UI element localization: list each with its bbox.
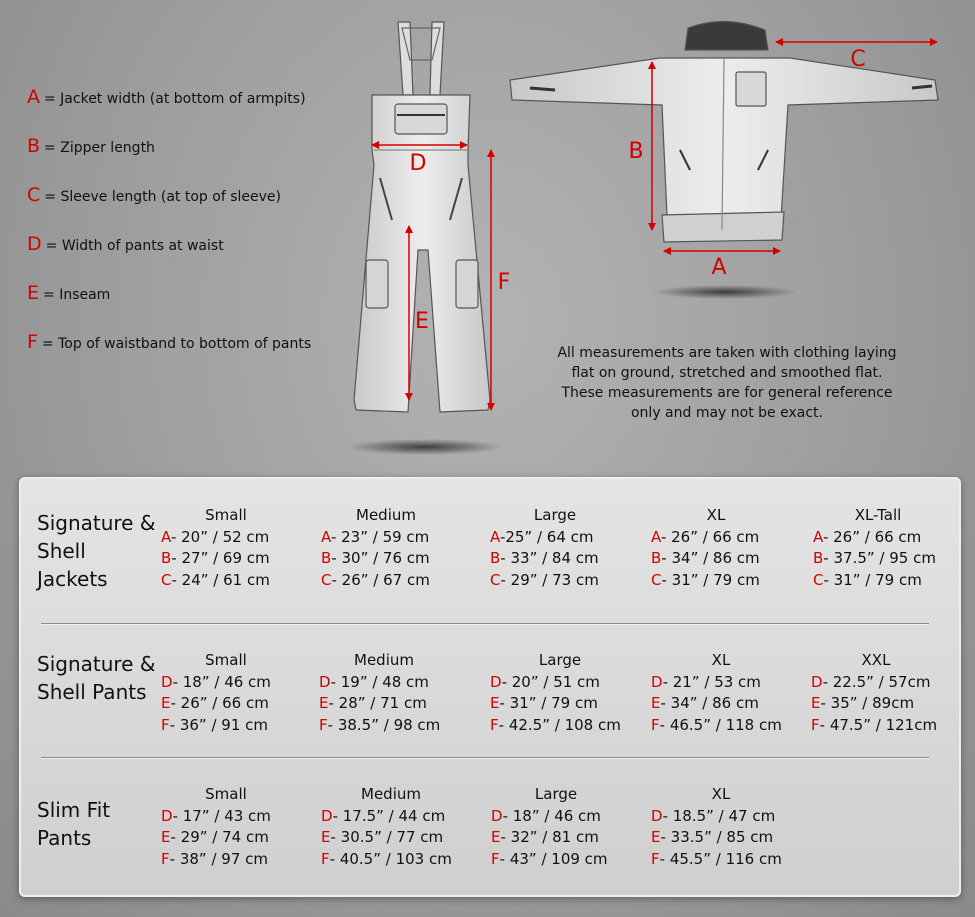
legend-text: = Sleeve length (at top of sleeve) [44, 189, 281, 205]
size-column-small [161, 784, 291, 870]
measurement-row: F- 36” / 91 cm [161, 715, 268, 734]
size-name: XL [711, 651, 731, 669]
section-divider [41, 623, 929, 624]
section-title: Signature & Shell Jackets [37, 511, 156, 591]
size-column-large [490, 650, 630, 736]
label-b: B [628, 139, 644, 164]
size-column-xl [651, 505, 781, 591]
measurement-row: C- 24” / 61 cm [161, 570, 270, 589]
size-column-small [161, 650, 291, 736]
size-name: XL-Tall [854, 506, 902, 524]
measurement-row: E- 29” / 74 cm [161, 828, 269, 846]
size-column-xl [651, 650, 791, 736]
measurement-row: D- 18” / 46 cm [491, 806, 601, 825]
measurement-row: A- 26” / 66 cm [651, 527, 760, 546]
legend-letter: F [27, 331, 38, 353]
measurement-row: D- 19” / 48 cm [319, 672, 429, 691]
measurement-row: B- 37.5” / 95 cm [813, 549, 936, 567]
size-name: Medium [356, 506, 416, 524]
size-name: Small [205, 785, 247, 803]
label-d: D [409, 151, 427, 176]
size-column-xl-tall [813, 505, 943, 591]
legend-letter: C [27, 184, 41, 206]
size-name: Medium [354, 651, 414, 669]
size-column-small [161, 505, 291, 591]
measurement-row: A- 26” / 66 cm [813, 527, 922, 546]
legend-letter: B [27, 135, 41, 157]
size-name: XL [706, 506, 726, 524]
measurement-row: E- 30.5” / 77 cm [321, 828, 444, 846]
size-column-medium [319, 650, 449, 736]
size-name: Large [533, 506, 577, 524]
measurement-row: E- 34” / 86 cm [651, 694, 759, 712]
measurement-row: E- 33.5” / 85 cm [651, 828, 774, 846]
size-column-xl [651, 784, 791, 870]
label-c: C [850, 47, 866, 72]
measurement-row: D- 18” / 46 cm [161, 672, 271, 691]
measurement-row: C- 29” / 73 cm [490, 570, 599, 589]
measurement-row: D- 22.5” / 57cm [811, 672, 931, 691]
measurement-row: B- 30” / 76 cm [321, 549, 430, 567]
size-column-medium [321, 505, 451, 591]
label-a: A [711, 255, 727, 280]
measurement-row: E- 32” / 81 cm [491, 828, 599, 846]
label-e: E [415, 309, 429, 334]
measurement-row: C- 31” / 79 cm [813, 570, 922, 589]
size-column-medium [321, 784, 461, 870]
size-name: Small [205, 651, 247, 669]
legend-text: = Inseam [43, 287, 111, 303]
bib-pants-illustration [354, 22, 490, 412]
measurement-row: E- 28” / 71 cm [319, 694, 427, 712]
jacket-illustration [510, 21, 938, 242]
size-name: XXL [861, 651, 891, 669]
legend-letter: D [27, 233, 42, 255]
measurement-row: A- 23” / 59 cm [321, 527, 430, 546]
legend-letter: E [27, 282, 40, 304]
measurement-row: D- 18.5” / 47 cm [651, 806, 776, 825]
measurement-row: B- 33” / 84 cm [490, 549, 599, 567]
measurement-row: C- 31” / 79 cm [651, 570, 760, 589]
measurement-row: E- 26” / 66 cm [161, 694, 269, 712]
measurement-row: A-25” / 64 cm [490, 527, 594, 546]
size-name: Small [205, 506, 247, 524]
measurement-row: F- 47.5” / 121cm [811, 715, 938, 734]
measurement-row: D- 20” / 51 cm [490, 672, 600, 691]
legend-text: = Top of waistband to bottom of pants [41, 336, 312, 352]
legend-text: = Width of pants at waist [45, 238, 224, 254]
size-name: Large [538, 651, 582, 669]
size-name: XL [711, 785, 731, 803]
measurement-row: F- 38” / 97 cm [161, 849, 268, 868]
size-column-large [491, 784, 621, 870]
size-name: Large [534, 785, 578, 803]
size-column-xxl [811, 650, 941, 736]
bib-shadow [347, 439, 503, 455]
measurement-row: B- 27” / 69 cm [161, 549, 270, 567]
size-column-large [490, 505, 620, 591]
measurement-row: D- 17.5” / 44 cm [321, 806, 446, 825]
size-name: Medium [361, 785, 421, 803]
measurement-row: F- 43” / 109 cm [491, 849, 608, 868]
measurement-row: D- 21” / 53 cm [651, 672, 761, 691]
section-title: Slim Fit Pants [37, 798, 111, 850]
section-divider [41, 757, 929, 758]
section-title: Signature & Shell Pants [37, 652, 156, 704]
legend-text: = Jacket width (at bottom of armpits) [44, 91, 306, 107]
size-chart-panel [19, 477, 961, 897]
measurement-row: F- 46.5” / 118 cm [651, 715, 782, 734]
jacket-shadow [653, 285, 797, 299]
measurement-row: C- 26” / 67 cm [321, 570, 430, 589]
measurement-row: B- 34” / 86 cm [651, 549, 760, 567]
measurement-row: F- 38.5” / 98 cm [319, 715, 441, 734]
legend-text: = Zipper length [44, 140, 155, 156]
measurement-note: All measurements are taken with clothing laying flat on ground, stretched and smoothed flat. These measurements are for general reference only and may not be exact. [557, 345, 897, 421]
measurement-row: E- 31” / 79 cm [490, 694, 598, 712]
measurement-row: F- 45.5” / 116 cm [651, 849, 782, 868]
measurement-row: F- 42.5” / 108 cm [490, 715, 621, 734]
measurement-row: A- 20” / 52 cm [161, 527, 270, 546]
measurement-row: D- 17” / 43 cm [161, 806, 271, 825]
label-f: F [497, 270, 511, 295]
measurement-row: E- 35” / 89cm [811, 694, 915, 712]
measurement-row: F- 40.5” / 103 cm [321, 849, 452, 868]
legend-letter: A [27, 86, 40, 108]
